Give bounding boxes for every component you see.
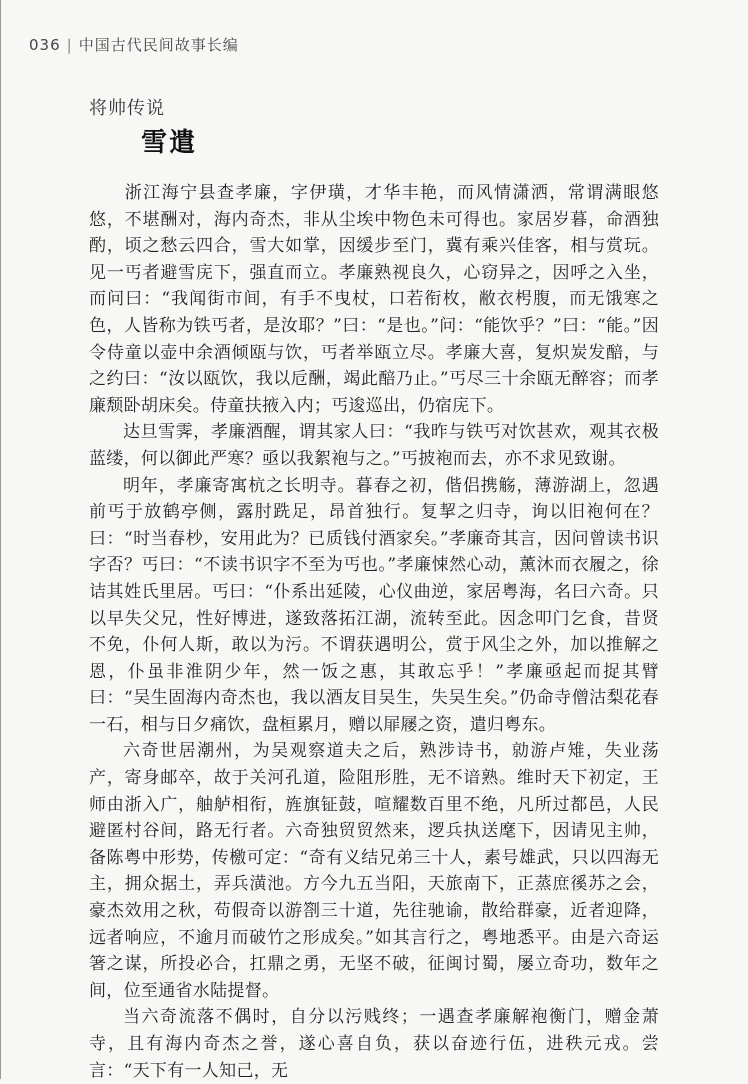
page-number: 036 bbox=[29, 36, 61, 54]
section-label: 将帅传说 bbox=[89, 98, 165, 119]
book-title: 中国古代民间故事长编 bbox=[78, 36, 239, 54]
paragraph: 明年，孝廉寄寓杭之长明寺。暮春之初，偕侣携觞，薄游湖上，忽遇前丐于放鹤亭侧，露肘跣足，昂首独行。复挈之归寺，询以旧袍何在？曰：“时当春杪，安用此为？已质钱付酒家矣。”孝廉奇其言，因问曾读书识字否？丐曰：“不读书识字不至为丐也。”孝廉悚然心动，薰沐而衣履之，徐诘其姓氏里居。丐曰：“仆系出延陵，心仪曲逆，家居粤海，名曰六奇。只以早失父兄，性好博进，遂致落拓江湖，流转至此。因念叩门乞食，昔贤不免，仆何人斯，敢以为污。不谓获遇明公，赏于风尘之外，加以推解之恩，仆虽非淮阴少年，然一饭之惠，其敢忘乎！”孝廉亟起而捉其臂曰：“吴生固海内奇杰也，我以酒友目吴生，失吴生矣。”仍命寺僧沽梨花春一石，相与日夕痛饮，盘桓累月，赠以屝屦之资，遣归粤东。 bbox=[89, 475, 659, 735]
header-separator: | bbox=[66, 36, 73, 54]
paragraph: 六奇世居潮州，为吴观察道夫之后，熟涉诗书，勍游卢雉，失业荡产，寄身邮卒，故于关河孔道，险阻形胜，无不谙熟。维时天下初定，王师由浙入广，舳舻相衔，旌旗钲鼓，喧耀数百里不绝，凡所过都邑，人民避匿村谷间，路无行者。六奇独贸贸然来，逻兵执送麾下，因请见主帅，备陈粤中形势，传檄可定：“奇有义结兄弟三十人，素号雄武，只以四海无主，拥众据土，弄兵潢池。方今九五当阳，天旅南下，正蒸庶徯苏之会，豪杰效用之秋，苟假奇以游劄三十道，先往驰谕，散给群豪，近者迎降，远者响应，不逾月而破竹之形成矣。”如其言行之，粤地悉平。由是六奇运箸之谋，所投必合，扛鼎之勇，无坚不破，征闽讨蜀，屡立奇功，数年之间，位至通省水陆提督。 bbox=[89, 741, 659, 1001]
paragraph: 达旦雪霁，孝廉酒醒，谓其家人曰：“我昨与铁丐对饮甚欢，观其衣极蓝缕，何以御此严寒？亟以我絮袍与之。”丐披袍而去，亦不求见致谢。 bbox=[89, 422, 659, 469]
paragraph: 浙江海宁县查孝廉，字伊璜，才华丰艳，而风情潇洒，常谓满眼悠悠，不堪酬对，海内奇杰，非从尘埃中物色未可得也。家居岁暮，命酒独酌，顷之愁云四合，雪大如掌，因缓步至门，冀有乘兴佳客，相与赏玩。见一丐者避雪庑下，强直而立。孝廉熟视良久，心窃异之，因呼之入坐，而问曰：“我闻街市间，有手不曳杖，口若衔枚，敝衣枵腹，而无饿寒之色，人皆称为铁丐者，是汝耶？”曰：“是也。”问：“能饮乎？”曰：“能。”因令侍童以壶中余酒倾瓯与饮，丐者举瓯立尽。孝廉大喜，复炽炭发醅，与之约曰：“汝以瓯饮，我以卮酬，竭此醅乃止。”丐尽三十余瓯无醉容；而孝廉颓卧胡床矣。侍童扶掖入内；丐逡巡出，仍宿庑下。 bbox=[89, 183, 659, 416]
running-header bbox=[29, 34, 239, 55]
story-title: 雪遣 bbox=[141, 128, 198, 158]
paragraph: 当六奇流落不偶时，自分以污贱终；一遇查孝廉解袍衡门，赠金萧寺，且有海内奇杰之誉，遂心喜自负，获以奋迹行伍，进秩元戎。尝言：“天下有一人知己，无 bbox=[89, 1007, 659, 1081]
story-body bbox=[89, 180, 659, 1084]
